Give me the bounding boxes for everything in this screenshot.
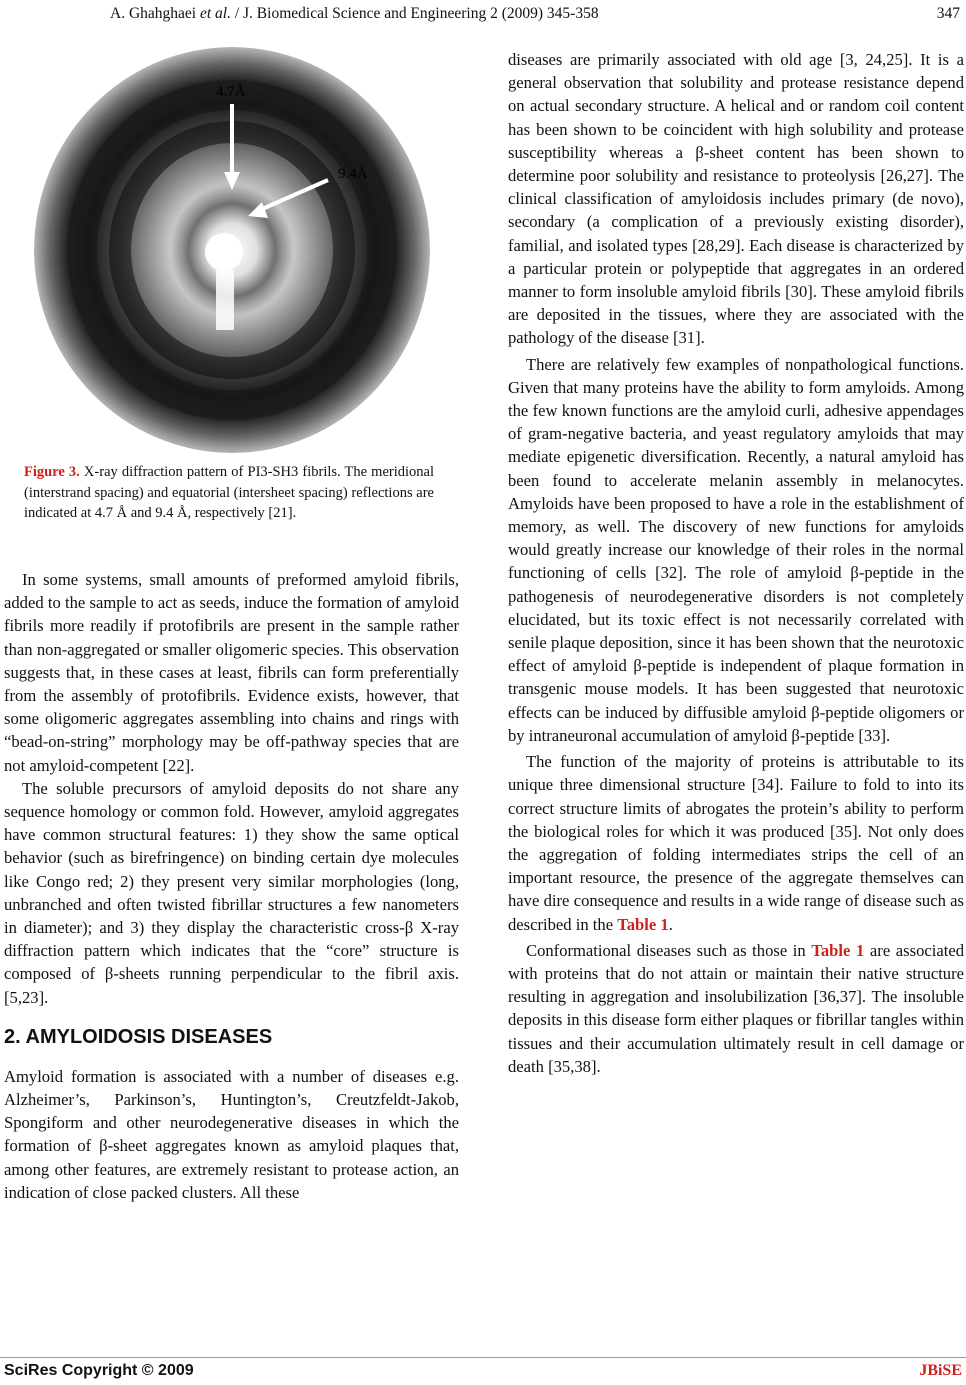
paragraph-text: are associated with proteins that do not attain or maintain their native structure resulting in aggregation and insolubilization [36,37]. The insoluble deposits in this disease form either plaques or fibrillar tangles within tissues and their accumulation ultimately result in cell damage or death [35,38].	[508, 940, 964, 1076]
figure-caption	[24, 462, 434, 524]
footer-journal-abbr: JBiSE	[919, 1362, 962, 1379]
section-heading: 2. AMYLOIDOSIS DISEASES	[4, 1025, 273, 1048]
footer-divider	[0, 1357, 966, 1358]
table-1-link[interactable]: Table 1	[617, 914, 669, 934]
figure-3	[28, 44, 436, 456]
running-head-et-al: et al.	[199, 5, 231, 22]
page-number: 347	[936, 5, 960, 22]
running-head-journal: / J. Biomedical Science and Engineering 2 (2009) 345-358	[234, 5, 599, 22]
paragraph: diseases are primarily associated with old age [3, 24,25]. It is a general observation that solubility and protease resistance depend on actual secondary structure. A helical and or random coil content has been shown to be coincident with high solubility and protease susceptibility whereas a β-sheet content has been shown to determine poor solubility and resistance to proteolysis [26,27]. The clinical classification of amyloidosis includes primary (de novo), secondary (a complication of a previously existing disorder), familial, and isolated types [28,29]. Each disease is characterized by a particular protein or polypeptide that aggregates in an ordered manner to form insoluble amyloid fibrils [30]. These amyloid fibrils are deposited in the tissues, where they are associated with the pathology of the disease [31].	[508, 50, 964, 348]
right-column	[508, 48, 964, 1078]
paragraph-text: Conformational diseases such as those in	[526, 940, 812, 960]
paragraph-text: .	[668, 914, 673, 934]
paragraph: The soluble precursors of amyloid deposits do not share any sequence homology or common fold. However, amyloid aggregates have common structural features: 1) they show the same optical behavior (such as birefringence) on binding certain dye molecules like Congo red; 2) they present very similar morphologies (long, unbranched and often twisted fibrillar structures a few nanometers in diameter); and 3) they display the characteristic cross-β X-ray diffraction pattern which indicates that the “core” structure is composed of β-sheets running perpendicular to the fibril axis. [5,23].	[4, 778, 459, 1007]
paragraph: In some systems, small amounts of preformed amyloid fibrils, added to the sample to act as seeds, induce the formation of amyloid fibrils more readily if protofibrils are present in the sample rather than non-aggregated or smaller oligomeric species. This observation suggests that, in these cases at least, fibrils can form preferentially from the assembly of protofibrils. Evidence exists, however, that some oligomeric aggregates assembling into chains and rings with “bead-on-string” morphology may be off-pathway species that are not amyloid-competent [22].	[4, 570, 459, 775]
paragraph: Amyloid formation is associated with a number of diseases e.g. Alzheimer’s, Parkinson’s, Huntington’s, Creutzfeldt-Jakob, Spongiform and other neurodegenerative diseases in which the formation of β-sheet aggregates known as amyloid plaques that, among other features, are extremely resistant to protease action, an indication of close packed clusters. All these	[4, 1066, 459, 1202]
figure-caption-label: Figure 3.	[24, 464, 80, 480]
label-9-4-angstrom: 9.4Å	[338, 166, 368, 182]
footer-copyright: SciRes Copyright © 2009	[4, 1362, 194, 1379]
xray-diffraction-pattern-image	[28, 44, 436, 456]
paragraph	[508, 939, 964, 1078]
paragraph-text: The function of the majority of proteins is attributable to its unique three dimensional structure [34]. Failure to fold to into its correct structure limits of abrogates the protein’s ability to perform the biological roles for which it was produced [35]. Not only does the aggregation of folding intermediates strips the cell of an important resource, the presence of the aggregate themselves can have dire consequence and results in a wide range of disease such as described in the	[508, 752, 964, 934]
running-head-authors: A. Ghahghaei	[110, 5, 197, 22]
label-4-7-angstrom: 4.7Å	[216, 84, 246, 100]
running-head	[110, 4, 960, 24]
paragraph: There are relatively few examples of nonpathological functions. Given that many proteins have the ability to form amyloids. Among the few known functions are the amyloid curli, adhesive appendages of gram-negative bacteria, and yeast regulatory amyloids that may mediate epigenetic diversification. Recently, a natural amyloid has been found to accelerate melanin assembly in melanocytes. Amyloids have been proposed to have a role in the establishment of memory, as well. The discovery of new functions for amyloids would greatly increase our knowledge of their roles in the normal functioning of cells [32]. The role of amyloid β-peptide in the pathogenesis of neurodegenerative disorders is not completely elucidated, but its toxic effect is not necessarily correlated with senile plaque deposition, since it has been shown that the neurotoxic effect of amyloid β-peptide is independent of plaque formation in transgenic mouse models. It has been suggested that neurotoxic effects can be induced by diffusible amyloid β-peptide oligomers or by intraneuronal accumulation of amyloid β-peptide [33].	[508, 354, 964, 745]
table-1-link[interactable]: Table 1	[811, 940, 865, 960]
left-column	[4, 568, 459, 1204]
paragraph	[508, 750, 964, 936]
figure-caption-text: X-ray diffraction pattern of PI3-SH3 fibrils. The meridional (interstrand spacing) and equatorial (intersheet spacing) reflections are indicated at 4.7 Å and 9.4 Å, respectively [21].	[24, 464, 434, 521]
